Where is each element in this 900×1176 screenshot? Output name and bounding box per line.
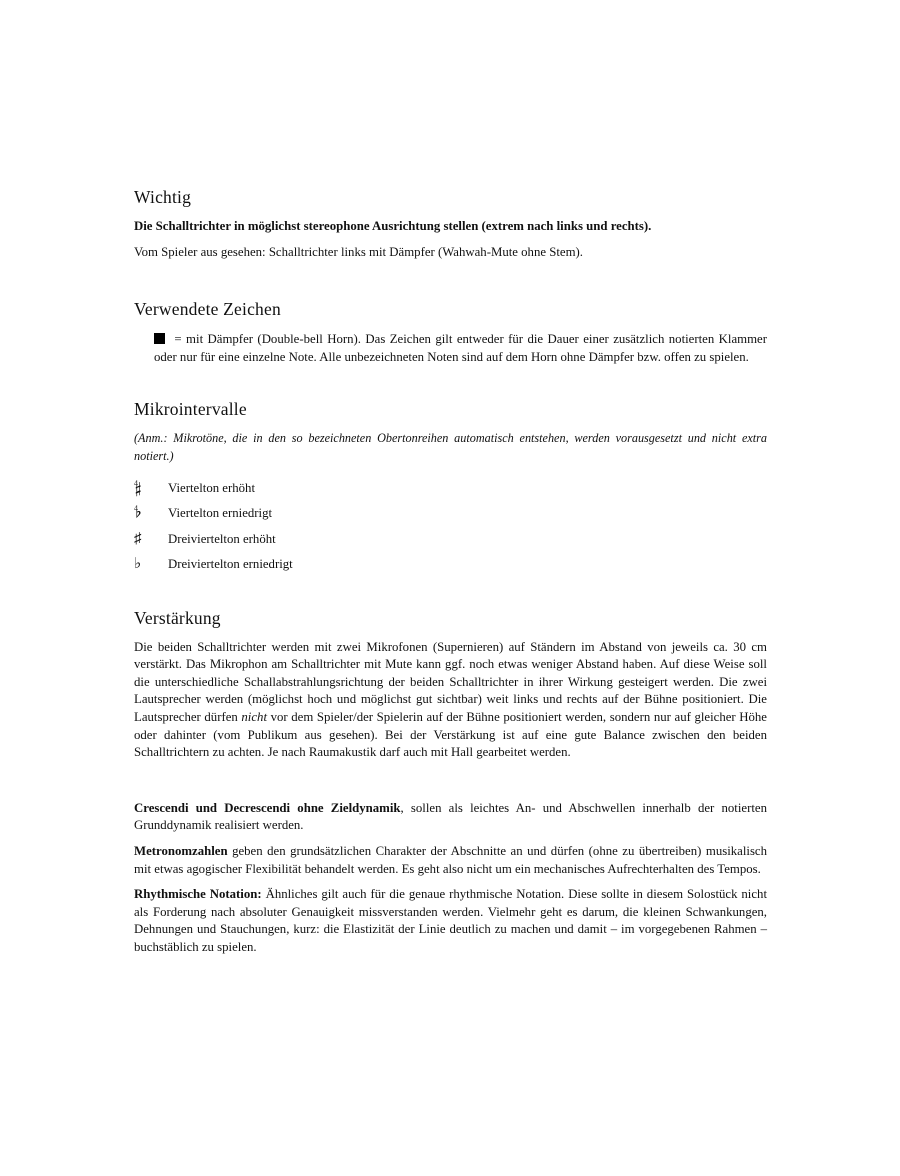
metronom-text: geben den grundsätzlichen Charakter der Abschnitte an und dürfen (ohne zu übertreiben) musikalisch mit etwas agogischer Flexibilität behandelt werden. Es geht also nicht um ein mechanisches Aufrechterhalten des Tempos. [134, 843, 767, 876]
mute-sign-text [134, 331, 767, 366]
crescendi-text: , sollen als leichtes An- und Abschwellen innerhalb der notierten Grunddynamik realisiert werden. [134, 800, 767, 833]
section-mikrointervalle [134, 399, 767, 577]
microinterval-list [134, 476, 767, 578]
quarter-flat-icon: 𝄳 [134, 505, 142, 522]
rhythm-text: Ähnliches gilt auch für die genaue rhythmische Notation. Diese sollte in diesem Solostück nicht als Forderung nach absoluter Genauigkeit missverstanden werden. Vielmehr geht es darum, die kleinen Schwankungen, Dehnungen und Stauchungen, kurz: die Elastizität der Linie deutlich zu machen und damit – im vorgegebenen Rahmen – buchstäblich zu spielen. [134, 887, 767, 954]
verstaerkung-text-1: Die beiden Schalltrichter werden mit zwei Mikrofonen (Supernieren) auf Ständern im Abstand von jeweils ca. 30 cm verstärkt. Das Mikrophon am Schalltrichter mit Mute kann ggf. noch etwas weniger Abstand haben. Auf diese Weise soll die unterschiedliche Schallabstrahlungsrichtung der beiden Schalltrichter in ihrer Wirkung gesteigert werden. Die zwei Lautsprecher werden (möglichst hoch und möglichst gut sichtbar) weit links und rechts auf der Bühne positioniert. Die Lautsprecher dürfen [134, 639, 767, 724]
list-item [134, 476, 767, 502]
mikro-note: (Anm.: Mikrotöne, die in den so bezeichneten Obertonreihen automatisch entstehen, werden vorausgesetzt und nicht extra notiert.) [134, 431, 767, 463]
list-item [134, 552, 767, 578]
heading-wichtig: Wichtig [134, 187, 192, 207]
wichtig-bold-line: Die Schalltrichter in möglichst stereophone Ausrichtung stellen (extrem nach links und rechts). [134, 219, 652, 233]
list-item [134, 501, 767, 527]
section-verstaerkung [134, 608, 767, 762]
verstaerkung-text-2: vor dem Spieler/der Spielerin auf der Bühne positioniert werden, sondern nur auf gleicher Höhe oder dahinter (vom Publikum aus gesehen). Bei der Verstärkung ist auf eine gute Balance zwischen den beiden Schalltrichtern zu achten. Je nach Raumakustik darf auch mit Hall gearbeitet werden. [134, 709, 767, 760]
rhythm-paragraph [134, 886, 767, 956]
quarter-sharp-icon: 𝄲 [134, 479, 142, 496]
verstaerkung-emphasis: nicht [241, 709, 267, 724]
heading-mikrointervalle: Mikrointervalle [134, 399, 247, 420]
list-item-label: Dreiviertelton erniedrigt [168, 557, 293, 572]
metronom-term: Metronomzahlen [134, 843, 228, 858]
mute-sign-description: = mit Dämpfer (Double-bell Horn). Das Zeichen gilt entweder für die Dauer einer zusätzlich notierten Klammer oder nur für eine einzelne Note. Alle unbezeichneten Noten sind auf dem Horn ohne Dämpfer bzw. offen zu spielen. [154, 332, 767, 364]
crescendi-term: Crescendi und Decrescendi ohne Zieldynamik [134, 800, 401, 815]
rhythm-term: Rhythmische Notation: [134, 887, 262, 902]
section-wichtig [134, 187, 767, 261]
section-performance-notes [134, 800, 767, 957]
wichtig-line: Vom Spieler aus gesehen: Schalltrichter links mit Dämpfer (Wahwah-Mute ohne Stem). [134, 244, 584, 259]
three-quarter-flat-icon: ♭ [134, 556, 142, 573]
list-item-label: Viertelton erniedrigt [168, 506, 273, 521]
list-item-label: Viertelton erhöht [168, 480, 256, 495]
three-quarter-sharp-icon: ♯ [134, 530, 142, 547]
heading-verwendete-zeichen: Verwendete Zeichen [134, 299, 281, 320]
list-item [134, 527, 767, 553]
filled-square-icon [154, 333, 165, 344]
mute-sign-row [134, 331, 767, 366]
crescendi-paragraph [134, 800, 767, 835]
heading-verstaerkung: Verstärkung [134, 607, 221, 628]
document-page [134, 180, 767, 964]
list-item-label: Dreiviertelton erhöht [168, 531, 276, 546]
section-verwendete-zeichen [134, 299, 767, 366]
verstaerkung-paragraph [134, 639, 767, 762]
metronom-paragraph [134, 843, 767, 878]
